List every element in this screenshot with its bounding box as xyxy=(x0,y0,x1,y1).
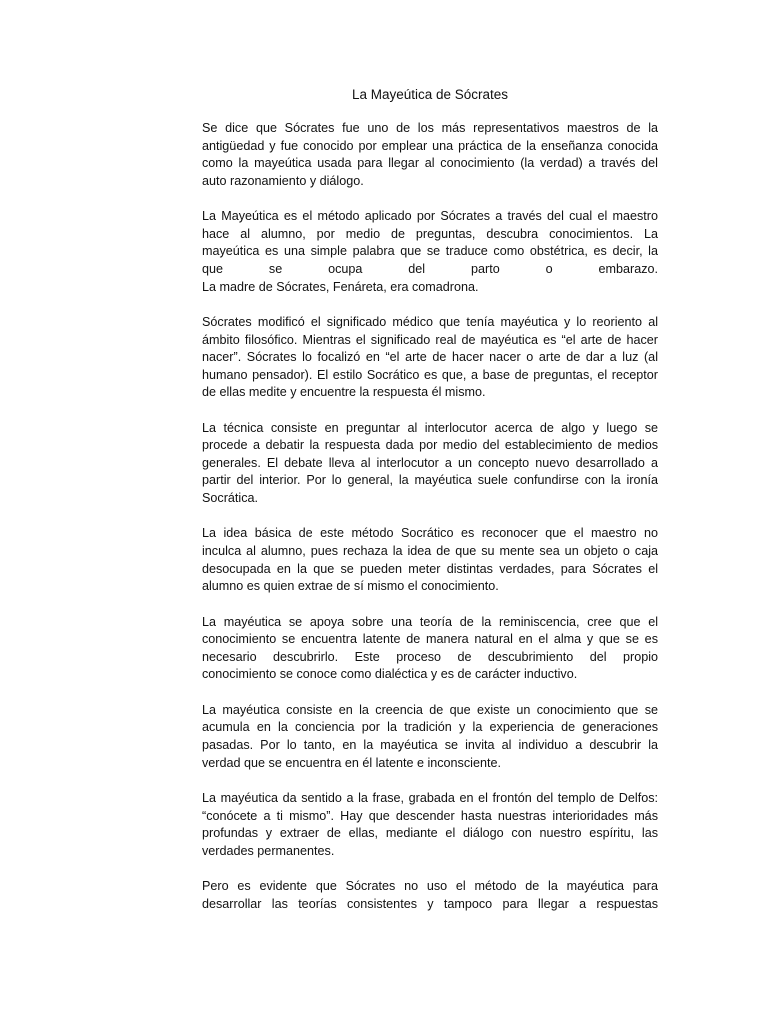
text-line: alumno es quien extrae de sí mismo el conocimiento. xyxy=(202,579,499,594)
text-line: como la mayeútica usada para llegar al conocimiento (la verdad) a través del xyxy=(202,156,658,171)
text-line: que se ocupa del parto o embarazo. xyxy=(202,261,658,276)
text-line: La madre de Sócrates, Fenáreta, era comadrona. xyxy=(202,279,479,294)
text-line: La mayéutica consiste en la creencia de que existe un conocimiento que se xyxy=(202,702,658,717)
text-line: verdad que se encuentra en él latente e inconsciente. xyxy=(202,755,501,770)
text-line: procede a debatir la respuesta dada por medio del establecimiento de medios xyxy=(202,438,658,453)
paragraph xyxy=(202,790,658,860)
text-line: hace al alumno, por medio de preguntas, descubra conocimientos. La xyxy=(202,226,658,241)
text-line: Se dice que Sócrates fue uno de los más representativos maestros de la xyxy=(202,121,658,135)
text-line: La mayéutica se apoya sobre una teoría de la reminiscencia, cree que el xyxy=(202,614,658,629)
text-line: “conócete a ti mismo”. Hay que descender hasta nuestras interioridades más xyxy=(202,808,658,823)
document-body xyxy=(202,120,658,931)
text-line: conocimiento se encuentra latente de manera natural en el alma y que se es xyxy=(202,632,658,647)
text-line: Sócrates modificó el significado médico que tenía mayéutica y lo reoriento al xyxy=(202,314,658,329)
paragraph xyxy=(202,702,658,772)
text-line: generales. El debate lleva al interlocutor a un concepto nuevo desarrollado a xyxy=(202,455,658,470)
text-line: verdades permanentes. xyxy=(202,843,335,858)
text-line: nacer”. Sócrates lo focalizó en “el arte de hacer nacer o arte de dar a luz (al xyxy=(202,350,658,365)
text-line: profundas y extraer de ellas, mediante el diálogo con nuestro espíritu, las xyxy=(202,826,658,841)
text-line: La idea básica de este método Socrático es reconocer que el maestro no xyxy=(202,526,658,541)
text-line: La Mayeútica es el método aplicado por Sócrates a través del cual el maestro xyxy=(202,209,658,224)
text-line: Socrática. xyxy=(202,491,258,506)
text-line: humano pensador). El estilo Socrático es que, a base de preguntas, el receptor xyxy=(202,367,658,382)
paragraph xyxy=(202,420,658,508)
text-line: mayeútica es una simple palabra que se traduce como obstétrica, es decir, la xyxy=(202,244,658,259)
text-line: necesario descubrirlo. Este proceso de descubrimiento del propio xyxy=(202,649,658,664)
text-line: pasadas. Por lo tanto, en la mayéutica se invita al individuo a descubrir la xyxy=(202,738,658,752)
text-line: Pero es evidente que Sócrates no uso el método de la mayéutica para xyxy=(202,879,658,894)
paragraph xyxy=(202,208,658,296)
text-line: La mayéutica da sentido a la frase, grabada en el frontón del templo de Delfos: xyxy=(202,790,658,805)
text-line: antigüedad y fue conocido por emplear una práctica de la enseñanza conocida xyxy=(202,138,658,153)
text-line: desocupada en la que se pueden meter distintas verdades, para Sócrates el xyxy=(202,561,658,576)
paragraph xyxy=(202,525,658,595)
text-line: ámbito filosófico. Mientras el significado real de mayéutica es “el arte de hacer xyxy=(202,332,658,347)
text-line: conocimiento se conoce como dialéctica y es de carácter inductivo. xyxy=(202,667,578,682)
text-line: desarrollar las teorías consistentes y tampoco para llegar a respuestas xyxy=(202,896,658,911)
document-title: La Mayeútica de Sócrates xyxy=(351,87,509,102)
paragraph xyxy=(202,878,658,913)
text-line: de ellas medite y encuentre la respuesta él mismo. xyxy=(202,385,486,400)
paragraph xyxy=(202,120,658,190)
text-line: inculca al alumno, pues rechaza la idea de que su mente sea un objeto o caja xyxy=(202,544,658,559)
text-line: La técnica consiste en preguntar al interlocutor acerca de algo y luego se xyxy=(202,420,658,435)
text-line: partir del interior. Por lo general, la mayéutica suele confundirse con la ironía xyxy=(202,473,658,488)
paragraph xyxy=(202,614,658,684)
paragraph xyxy=(202,314,658,402)
text-line: acumula en la conciencia por la tradición y la experiencia de generaciones xyxy=(202,720,658,735)
text-line: auto razonamiento y diálogo. xyxy=(202,173,364,188)
